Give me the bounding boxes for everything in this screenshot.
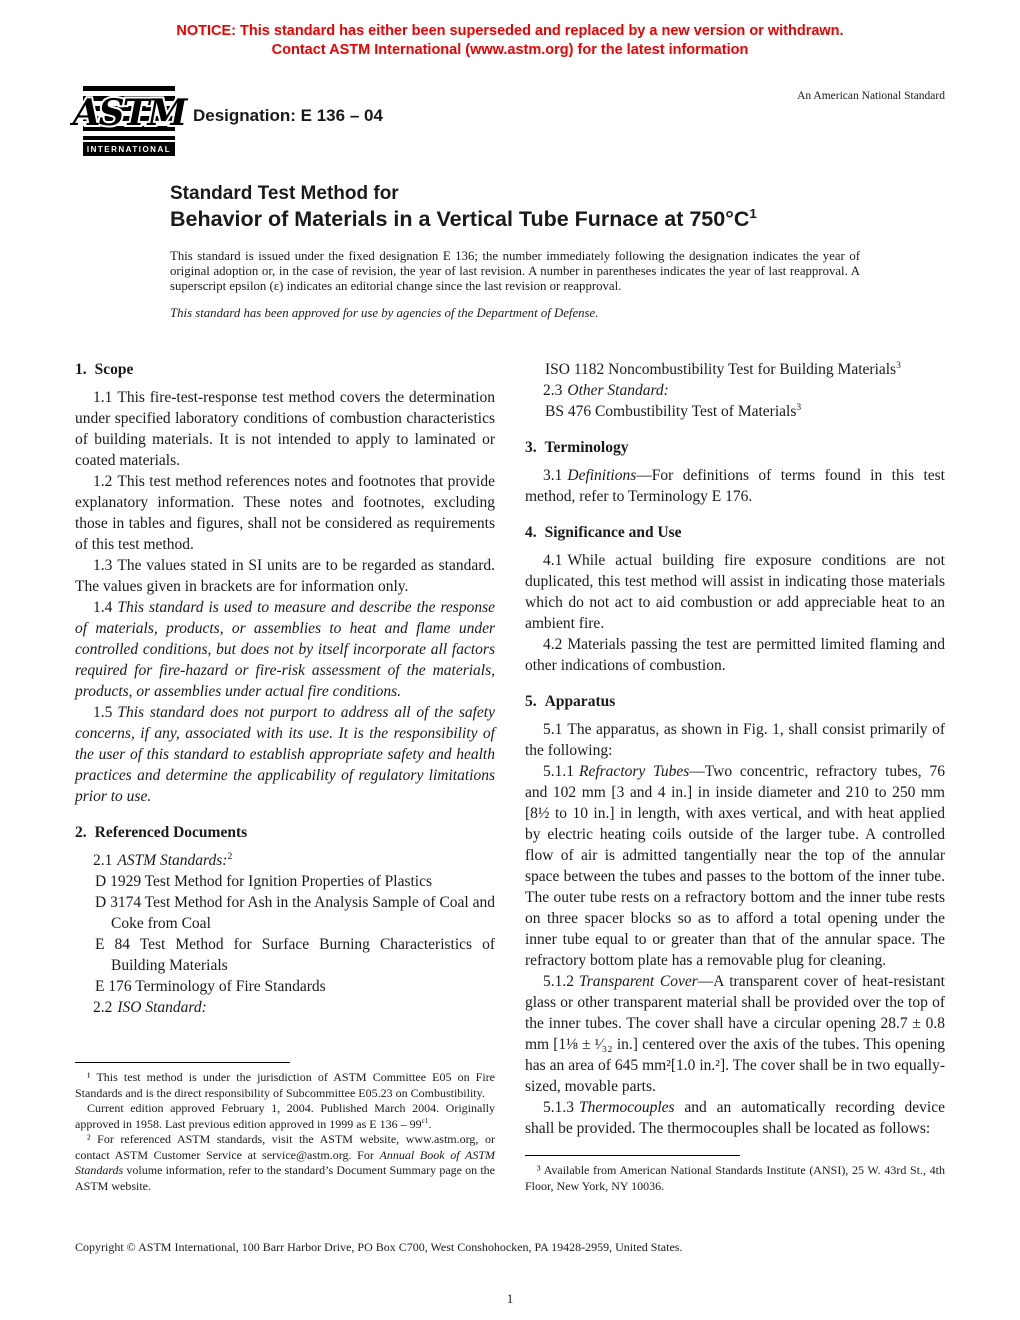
paragraph-number: 5.1.3 [543, 1099, 574, 1116]
national-standard-note: An American National Standard [797, 90, 945, 102]
notice-line2: Contact ASTM International (www.astm.org) for the latest information [271, 42, 749, 58]
astm-logo [72, 86, 186, 156]
astm-logo-stripes-icon [72, 86, 186, 140]
right-column [525, 359, 945, 1194]
body-columns [75, 359, 945, 1194]
footnotes-right [525, 1139, 945, 1194]
reference-text: BS 476 Combustibility Test of Materials [545, 403, 797, 420]
title-footnote-ref: 1 [749, 205, 757, 221]
paragraph-number: 2.3 [543, 382, 563, 399]
paragraph-3-1 [525, 465, 945, 507]
paragraph-4-1 [525, 550, 945, 634]
footnote-ref: 3 [896, 359, 901, 371]
paragraph-text: and an automatically recording device shall be provided. The thermocouples shall be located as follows: [525, 1099, 945, 1137]
section-title: Terminology [544, 439, 629, 456]
paragraph-number: 4.2 [543, 636, 563, 653]
paragraph-text: Materials passing the test are permitted limited flaming and other indications of combustion. [525, 636, 945, 674]
footnote-2 [75, 1132, 495, 1194]
paragraph-number: 3.1 [543, 467, 563, 484]
title-block [170, 182, 860, 321]
paragraph-lead: Refractory Tubes [579, 763, 690, 780]
footnote-3: ³ Available from American National Standards Institute (ANSI), 25 W. 43rd St., 4th Floor, New York, NY 10036. [525, 1163, 945, 1193]
paragraph-text: This standard is used to measure and describe the response of materials, products, or assemblies to heat and flame under controlled conditions, but does not by itself incorporate all factors required for fire-hazard or fire-risk assessment of the materials, products, or assemblies under actual fire conditions. [75, 599, 495, 700]
reference-item-iso1182 [525, 359, 945, 380]
paragraph-5-1 [525, 719, 945, 761]
footnote-text: . [428, 1116, 432, 1131]
paragraph-text: This standard does not purport to address all of the safety concerns, if any, associated with its use. It is the responsibility of the user of this standard to establish appropriate safety and health practices and determine the applicability of regulatory limitations prior to use. [75, 704, 495, 805]
title-line1: Standard Test Method for [170, 183, 399, 204]
paragraph-text: The apparatus, as shown in Fig. 1, shall consist primarily of the following: [525, 721, 945, 759]
left-column [75, 359, 495, 1194]
paragraph-number: 1.1 [93, 389, 113, 406]
section-heading-scope [75, 359, 495, 380]
reference-item-d1929: D 1929 Test Method for Ignition Properties of Plastics [95, 873, 433, 890]
section-heading-terminology [525, 437, 945, 458]
notice-line1: NOTICE: This standard has either been superseded and replaced by a new version or withdrawn. [176, 23, 844, 39]
paragraph-1-3 [75, 555, 495, 597]
paragraph-2-2 [75, 997, 495, 1018]
paragraph-text: —A transparent cover of heat-resistant glass or other transparent material shall be provided over the top of the inner tubes. The cover shall have a circular opening 28.7 ± 0.8 mm [1⅛ ± ¹⁄₃₂ in.] centered over the axis of the tubes. This opening has an area of 645 mm²[1.0 in.²]. The cover shall be in two equally-sized, movable parts. [525, 973, 945, 1095]
title-text: Behavior of Materials in a Vertical Tube Furnace at 750°C [170, 207, 750, 231]
paragraph-number: 1.4 [93, 599, 113, 616]
reference-item-d3174: D 3174 Test Method for Ash in the Analysis Sample of Coal and Coke from Coal [95, 894, 495, 932]
paragraph-1-2 [75, 471, 495, 555]
paragraph-number: 1.2 [93, 473, 113, 490]
footnote-ref: 3 [796, 401, 802, 413]
paragraph-1-1 [75, 387, 495, 471]
paragraph-text: This test method references notes and footnotes that provide explanatory information. These notes and footnotes, excluding those in tables and figures, shall not be considered as requirements of this test method. [75, 473, 495, 553]
paragraph-number: 5.1 [543, 721, 563, 738]
dod-approval-note: This standard has been approved for use by agencies of the Department of Defense. [170, 306, 599, 320]
footnote-ref: 2 [227, 850, 233, 862]
astm-logo-subtext: INTERNATIONAL [83, 142, 175, 156]
paragraph-5-1-1 [525, 761, 945, 971]
reference-item-e84: E 84 Test Method for Surface Burning Characteristics of Building Materials [95, 936, 495, 974]
title-line2 [170, 206, 860, 233]
reference-item-bs476 [525, 401, 945, 422]
designation-label: Designation: E 136 – 04 [193, 106, 383, 125]
paragraph-text: —Two concentric, refractory tubes, 76 and 102 mm [3 and 4 in.] in inside diameter and 210 to 250 mm [8½ to 10 in.] in length, with axes vertical, and with heat applied by electric heating coils outside of the larger tube. A controlled flow of air is admitted tangentially near the top of the annular space between the tubes and passes to the bottom of the inner tube. The outer tube rests on a refractory bottom and the inner tube rests on three spacer blocks so as to afford a total opening under the inner tube equal to or greater than that of the annular space. The refractory bottom plate has a removable plug for cleaning. [525, 763, 945, 969]
section-number: 4. [525, 524, 537, 541]
section-title: Scope [94, 361, 134, 378]
section-title: Significance and Use [544, 524, 682, 541]
paragraph-number: 4.1 [543, 552, 563, 569]
section-heading-apparatus [525, 691, 945, 712]
paragraph-number: 5.1.2 [543, 973, 574, 990]
supersession-notice [75, 22, 945, 60]
paragraph-number: 2.1 [93, 852, 113, 869]
footnote-1: ¹ This test method is under the jurisdiction of ASTM Committee E05 on Fire Standards and is the direct responsibility of Subcommittee E05.23 on Combustibility. [75, 1070, 495, 1100]
footnote-edition [75, 1101, 495, 1132]
astm-logo-text: ASTM [72, 92, 186, 134]
edition-superscript: ε1 [421, 1115, 429, 1125]
paragraph-1-5 [75, 702, 495, 807]
paragraph-number: 1.5 [93, 704, 113, 721]
paragraph-number: 2.2 [93, 999, 113, 1016]
paragraph-lead: Definitions [567, 467, 637, 484]
paragraph-text: ASTM Standards: [117, 852, 228, 869]
paragraph-number: 1.3 [93, 557, 113, 574]
footnote-text: volume information, refer to the standard’s Document Summary page on the ASTM website. [75, 1163, 495, 1193]
section-number: 1. [75, 361, 87, 378]
paragraph-lead: Transparent Cover [579, 973, 698, 990]
page-number: 1 [506, 1291, 514, 1306]
paragraph-2-3 [525, 380, 945, 401]
paragraph-text: ISO Standard: [117, 999, 207, 1016]
paragraph-lead: Thermocouples [579, 1099, 675, 1116]
footnote-rule [75, 1062, 290, 1063]
issue-statement: This standard is issued under the fixed designation E 136; the number immediately following the designation indicates the year of original adoption or, in the case of revision, the year of last revision. A number in parentheses indicates the year of last reapproval. A superscript epsilon (ε) indicates an editorial change since the last revision or reapproval. [170, 249, 860, 293]
footnotes-left [75, 1046, 495, 1194]
section-heading-significance [525, 522, 945, 543]
reference-item-e176: E 176 Terminology of Fire Standards [95, 978, 326, 995]
paragraph-text: While actual building fire exposure conditions are not duplicated, this test method will assist in indicating those materials which do not act to aid combustion or add appreciable heat to an ambient fire. [525, 552, 945, 632]
paragraph-text: —For definitions of terms found in this test method, refer to Terminology E 176. [525, 467, 945, 505]
section-number: 2. [75, 824, 87, 841]
paragraph-text: This fire-test-response test method covers the determination under specified laboratory conditions of combustion characteristics of building materials. It is not intended to apply to laminated or coated materials. [75, 389, 495, 469]
paragraph-2-1 [75, 850, 495, 871]
section-title: Referenced Documents [94, 824, 248, 841]
section-number: 5. [525, 693, 537, 710]
section-heading-referenced-documents [75, 822, 495, 843]
reference-text: ISO 1182 Noncombustibility Test for Building Materials [545, 361, 897, 378]
paragraph-text: The values stated in SI units are to be regarded as standard. The values given in brackets are for information only. [75, 557, 495, 595]
document-header [72, 86, 945, 156]
footnote-text-italic: Annual Book of ASTM Standards [75, 1147, 496, 1177]
footnote-rule [525, 1155, 740, 1156]
paragraph-4-2 [525, 634, 945, 676]
paragraph-text: Other Standard: [567, 382, 669, 399]
footnote-text: Current edition approved February 1, 2004. Published March 2004. Originally approved in 1958. Last previous edition approved in 1999 as E 136 – 99 [75, 1101, 495, 1131]
footnote-text: ² For referenced ASTM standards, visit the ASTM website, www.astm.org, or contact ASTM Customer Service at service@astm.org. For [75, 1132, 495, 1162]
paragraph-5-1-3 [525, 1097, 945, 1139]
section-title: Apparatus [544, 693, 616, 710]
section-number: 3. [525, 439, 537, 456]
paragraph-5-1-2 [525, 971, 945, 1097]
paragraph-1-4 [75, 597, 495, 702]
paragraph-number: 5.1.1 [543, 763, 574, 780]
copyright-line: Copyright © ASTM International, 100 Barr Harbor Drive, PO Box C700, West Conshohocken, PA 19428-2959, United States. [75, 1240, 683, 1254]
